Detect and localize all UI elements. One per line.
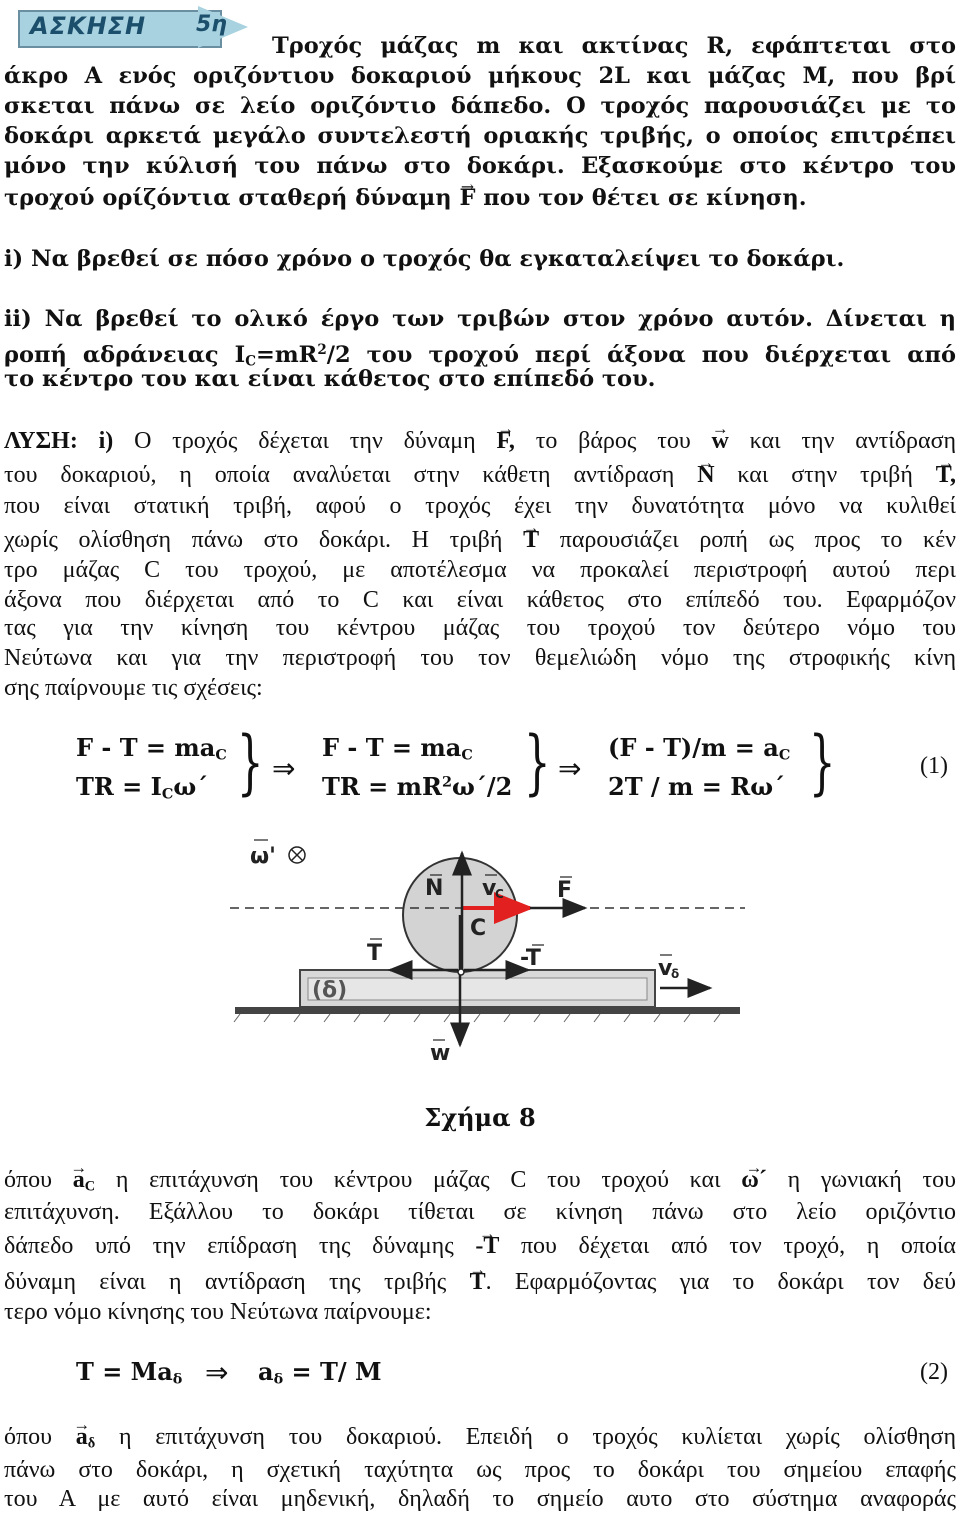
equation-number-2: (2) [920,1359,948,1385]
label-vC: v [482,876,497,901]
after-l3-b: που δέχεται από τον τροχό, η οποία [520,1233,957,1259]
beam-inner [308,978,647,1000]
eq1-brace-1: } [236,721,264,803]
eq1-b2-sup: 2 [441,773,452,791]
label-vC-sub: C [495,887,504,901]
solution-line-9: σης παίρνουμε τις σχέσεις: [4,675,263,701]
after-l4-b: . Εφαρμόζοντας για το δοκάρι τον δεύ [485,1269,957,1295]
eq1-c1 [608,733,790,764]
question-1: i) Να βρεθεί σε πόσο χρόνο ο τροχός θα εγκαταλείψει το δοκάρι. [4,246,845,272]
solution-line-7: τας για την κίνηση του κέντρου μάζας του τροχού τον δεύτερο νόμο του [4,615,956,641]
eq1-c1-text: (F - T)/m = a [608,733,779,762]
question-2: ii) Να βρεθεί το ολικό έργο των τριβών στον χρόνο αυτόν. Δίνεται η [4,306,956,332]
q2b-text-b: =mR [255,342,318,369]
q2b-text-c: /2 του τροχού περί άξονα που διέρχεται από [326,342,957,369]
eq1-a1 [76,733,227,764]
accel-aC-sub: C [84,1178,96,1195]
q2b-text-a: ροπή αδράνειας I [4,342,246,369]
eq2-left [76,1357,182,1388]
minus-T-vector: → -T [475,1231,499,1261]
solution-line-3: που είναι στατική τριβή, αφού ο τροχός έχει την δυνατότητα μόνο να κυλιθεί [4,493,956,519]
eq2-b: a [258,1357,274,1386]
eq1-a2-sub: C [161,785,174,803]
eq2-right [258,1357,382,1388]
eq2-a: T = Ma [76,1357,173,1386]
sol-l4-b: παρουσιάζει ροπή ως προς το κέν [559,527,957,553]
after-line-4 [4,1267,956,1297]
eq1-b2 [322,772,512,801]
problem-line-4: δοκάρι αρκετά μεγάλο συντελεστή οριακής τριβής, ο οποίος επιτρέπει [4,123,956,149]
floor-hatching [234,1014,720,1022]
eq1-a1-text: F - T = ma [76,733,216,762]
eq1-a2 [76,772,208,803]
final-line-3: του Α με αυτό είναι μηδενική, δηλαδή το σημείο αυτο στο σύστημα αναφοράς [4,1486,956,1512]
label-beam: (δ) [312,978,348,1003]
eq2-a-sub: δ [172,1370,183,1388]
exercise-badge [18,6,254,46]
figure-diagram [230,835,750,1075]
eq1-b2-omega: ω´/2 [451,772,513,801]
figure-8 [230,835,750,1075]
weight-w-vector: → w [712,426,729,456]
question-2-line-3: το κέντρο του και είναι κάθετος στο επίπεδό του. [4,366,656,392]
problem-line-2: άκρο Α ενός οριζόντιου δοκαριού μήκους 2L και μάζας M, που βρί [4,63,956,89]
problem-line-6b: που τον θέτει σε κίνηση. [483,185,807,211]
solution-line-1 [4,426,956,456]
solution-line-8: Νεύτωνα και για την περιστροφή του τον θεμελιώδη νόμο της στροφικής κίνη [4,645,956,671]
solution-line-5: τρο μάζας C του τροχού, με αποτέλεσμα να προκαλεί περιστροφή αυτού περι [4,557,956,583]
eq1-b1-text: F - T = ma [322,733,462,762]
eq2-b-sub: δ [273,1370,284,1388]
floor [235,1007,740,1014]
eq1-a2-omega: ω´ [173,772,209,801]
sol-l1-b: Ο τροχός δέχεται την δύναμη [134,428,476,454]
implies-arrow-1: ⇒ [272,752,296,785]
eq1-b1 [322,733,473,764]
force-F-symbol: → F [459,183,475,213]
sol-l4-a: χωρίς ολίσθηση πάνω στο δοκάρι. Η τριβή [4,527,503,553]
after-l3-a: δάπεδο υπό την επίδραση της δύναμης [4,1233,454,1259]
solution-label: ΛΥΣΗ: i) [4,428,114,454]
q2b-sup: 2 [317,342,327,358]
eq1-b1-sub: C [461,746,473,764]
label-minusT: -T [520,946,541,971]
friction-T-vector: → T, [936,460,956,490]
sol-l1-d: και την αντίδραση [749,428,957,454]
label-w: w [430,1041,451,1066]
normal-N-vector: → N [697,460,714,490]
equation-number-1: (1) [920,753,948,779]
problem-line-6 [4,183,956,213]
label-N: N [425,876,444,901]
eq1-a2-text: TR = I [76,772,162,801]
label-omega: ω' [250,844,276,869]
contact-point [458,969,464,975]
label-vdelta-sub: δ [671,967,680,981]
accel-adelta-vector: → a [76,1422,88,1452]
sol-l2-b: και στην τριβή [737,462,913,488]
friction-T-vector-3: → T [470,1267,486,1297]
eq2-c: = T/ M [283,1357,382,1386]
accel-aC-vector: → a [73,1165,85,1195]
solution-line-6: άξονα που διέρχεται από το C και είναι κάθετος στο επίπεδό του. Εφαρμόζον [4,587,956,613]
after-line-2: επιτάχυνση. Εξάλλου το δοκάρι τίθεται σε κίνηση πάνω στο λείο οριζόντιο [4,1199,956,1225]
after-l4-a: δύναμη είναι η αντίδραση της τριβής [4,1269,447,1295]
final-l1-a: όπου [4,1424,52,1450]
friction-T-vector-2: → T [523,525,539,555]
problem-line-1: Τροχός μάζας m και ακτίνας R, εφάπτεται στο [272,33,956,59]
after-line-5: τερο νόμο κίνησης του Νεύτωνα παίρνουμε: [4,1299,432,1325]
after-l1-c: η γωνιακή του [787,1167,956,1193]
label-vdelta: v [658,956,673,981]
accel-adelta-sub: δ [87,1435,96,1452]
final-line-2: πάνω στο δοκάρι, η σχετική ταχύτητα ως προς το δοκάρι του σημείου επαφής [4,1457,956,1483]
eq2-implies-arrow: ⇒ [205,1356,229,1389]
solution-line-4 [4,525,956,555]
final-line-1 [4,1422,956,1459]
eq1-a1-sub: C [215,746,227,764]
label-C: C [470,916,487,941]
eq1-c1-sub: C [778,746,791,764]
badge-number: 5η [196,12,227,37]
figure-caption: Σχήμα 8 [424,1103,536,1132]
angular-accel-vector: → ω´ [741,1165,767,1195]
eq1-brace-2: } [523,721,551,803]
force-F-vector: → F, [496,426,514,456]
eq1-c2: 2T / m = Rω´ [608,772,786,801]
label-F: F [557,878,573,903]
final-l1-b: η επιτάχυνση του δοκαριού. Επειδή ο τροχός κυλίεται χωρίς ολίσθηση [118,1424,957,1450]
after-l1-a: όπου [4,1167,52,1193]
badge-label: ΑΣΚΗΣΗ [30,12,147,40]
implies-arrow-2: ⇒ [558,752,582,785]
label-T: T [367,941,383,966]
problem-line-5: μόνο την κύλισή του πάνω στο δοκάρι. Εξασκούμε στο κέντρο του [4,153,956,179]
sol-l1-c: το βάρος του [535,428,691,454]
problem-line-6a: τροχού ορίζόντια σταθερή δύναμη [4,185,452,211]
q2b-sub: C [245,353,256,370]
eq1-brace-3: } [808,721,836,803]
eq1-b2-text: TR = mR [322,772,442,801]
problem-line-3: σκεται πάνω σε λείο οριζόντιο δάπεδο. Ο τροχός παρουσιάζει με το [4,93,956,119]
sol-l2-a: του δοκαριού, η οποία αναλύεται στην κάθετη αντίδραση [4,462,675,488]
after-l1-b: η επιτάχυνση του κέντρου μάζας C του τροχού και [115,1167,721,1193]
solution-line-2 [4,460,956,490]
